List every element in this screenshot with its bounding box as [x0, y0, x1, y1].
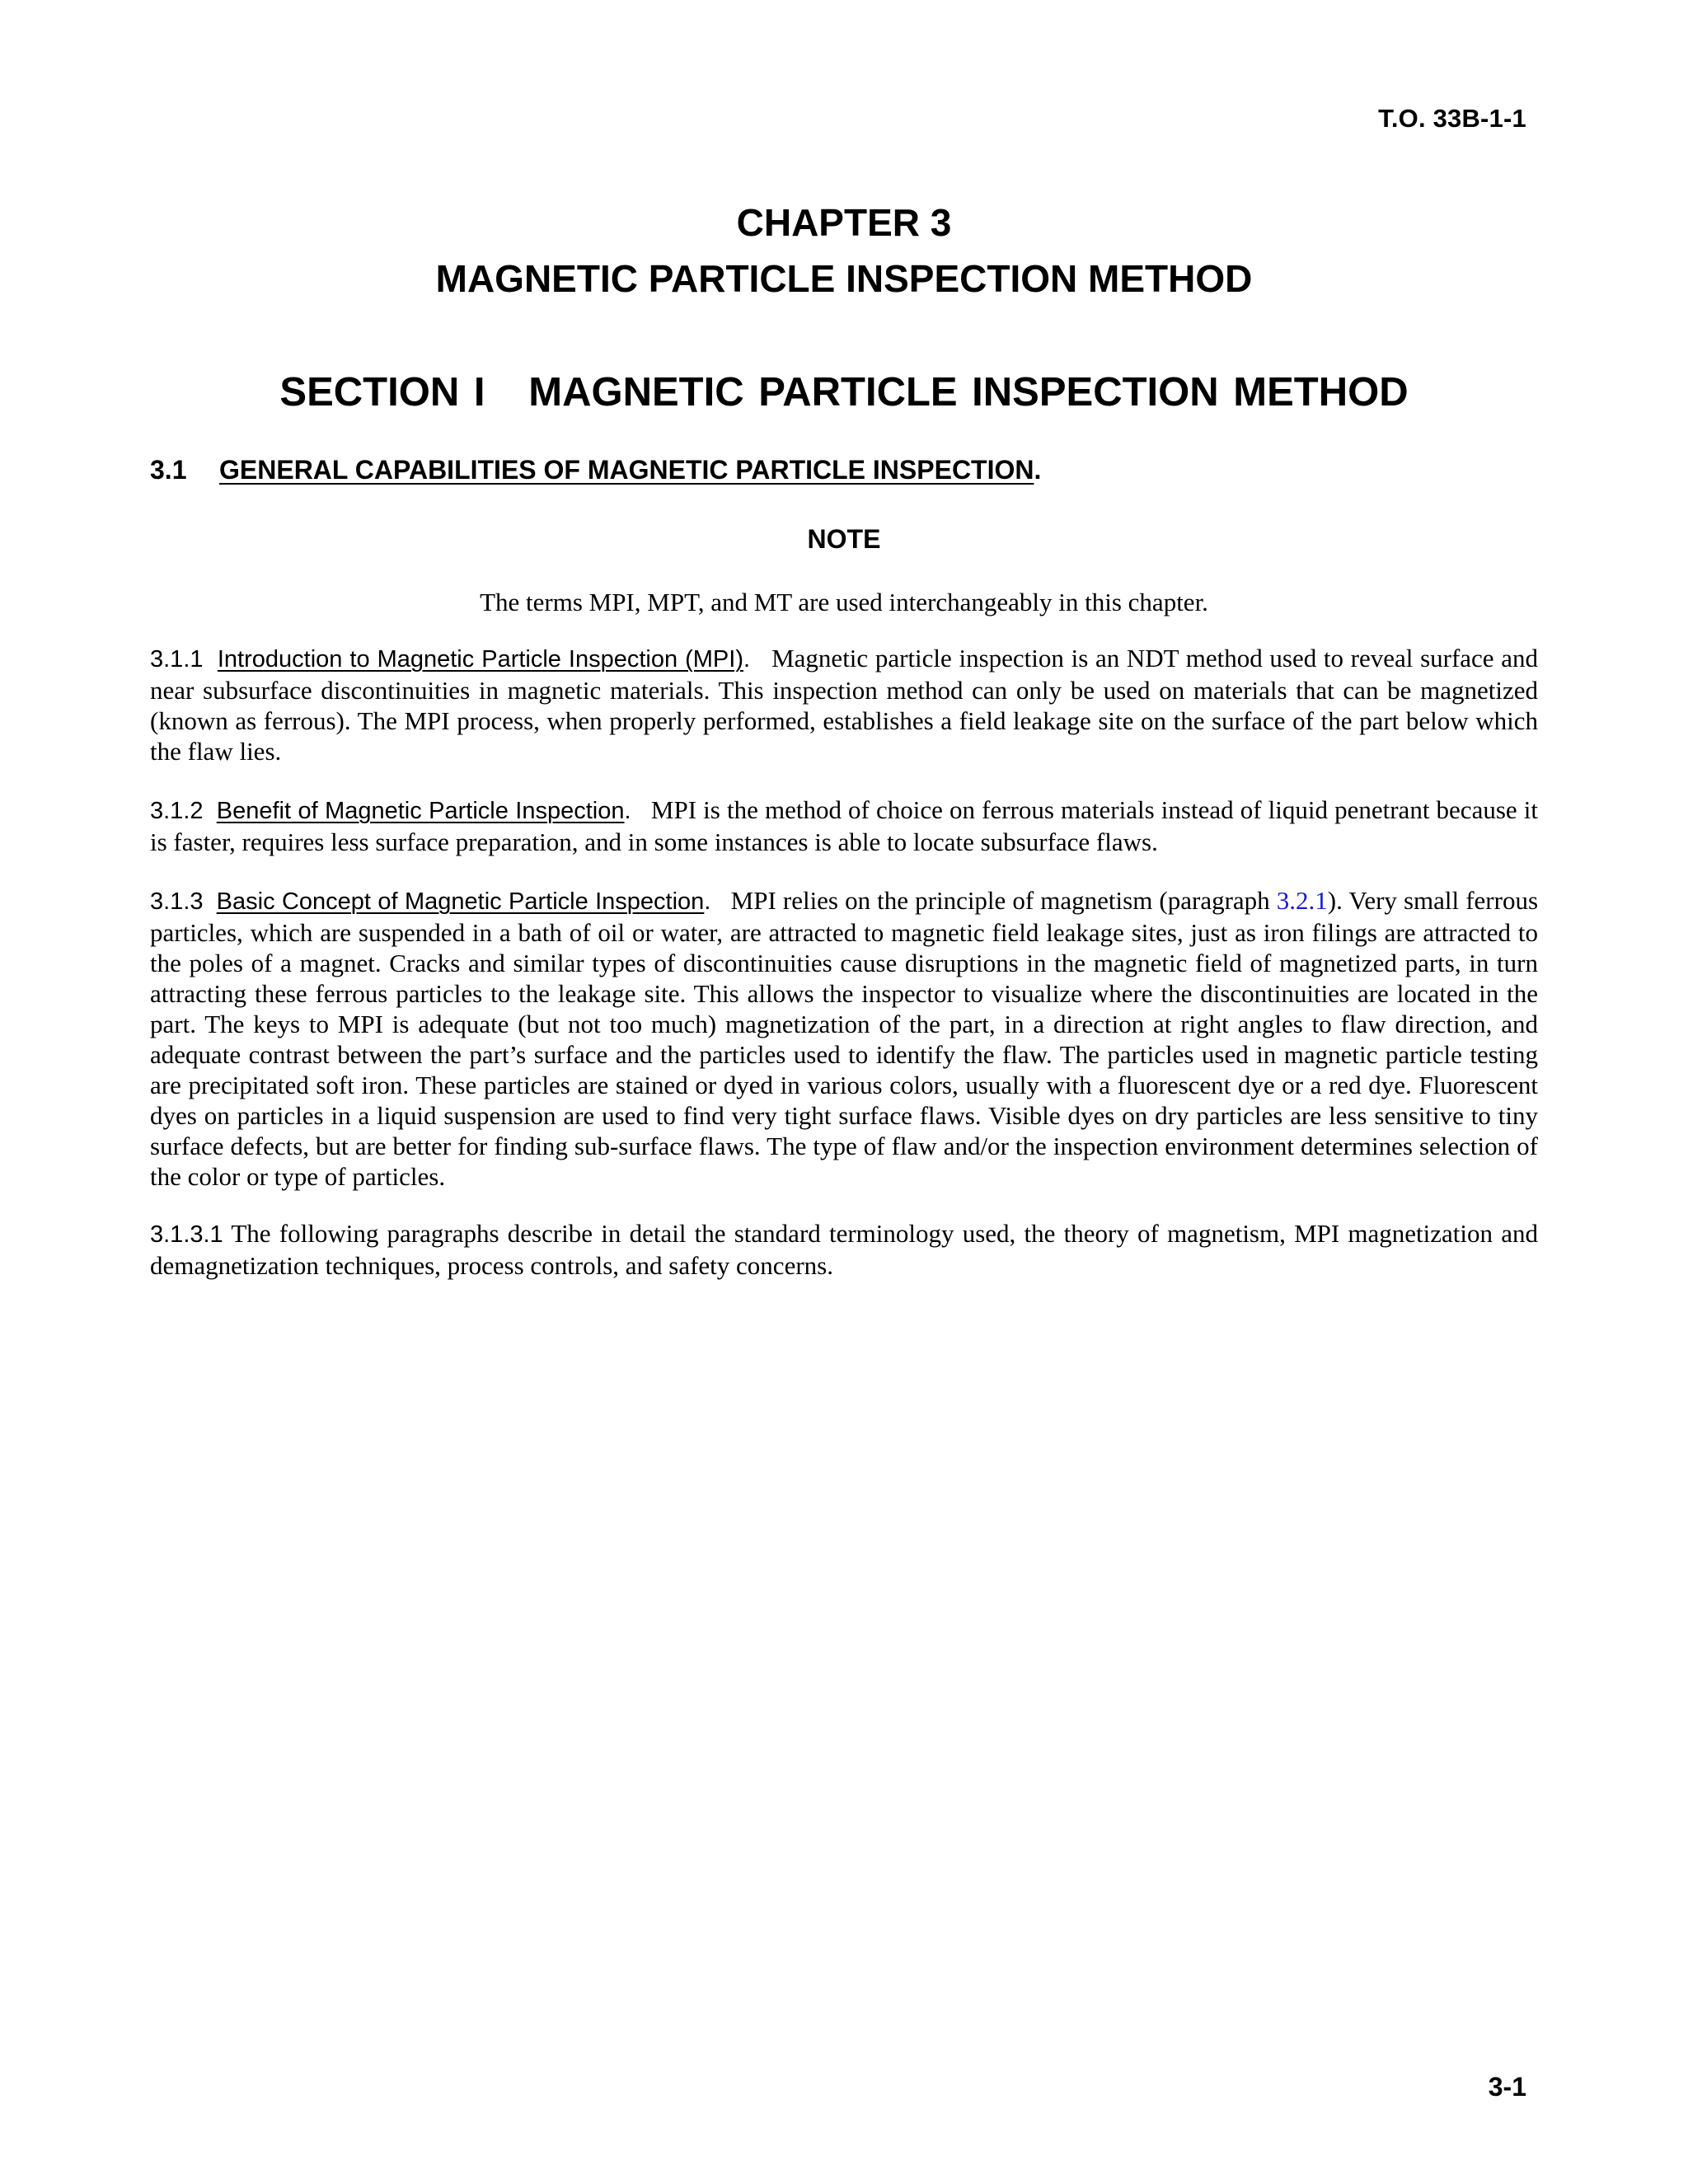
note-label: NOTE — [807, 524, 881, 554]
paragraph-number: 3.1.2 — [150, 798, 204, 824]
chapter-number: CHAPTER 3 — [736, 201, 952, 244]
paragraph-text: The following paragraphs describe in detail the standard terminology used, the theory of magnetism, MPI magnetization and demagnetization techniques, process controls, and safety concerns. — [150, 1219, 1538, 1280]
paragraph-number: 3.1.3.1 — [150, 1221, 223, 1248]
paragraph-title: Introduction to Magnetic Particle Inspection (MPI) — [217, 646, 743, 673]
note-text: The terms MPI, MPT, and MT are used interchangeably in this chapter. — [480, 588, 1208, 616]
paragraph-heading-title: GENERAL CAPABILITIES OF MAGNETIC PARTICLE INSPECTION — [219, 455, 1034, 485]
paragraph-3-1-1: 3.1.1 Introduction to Magnetic Particle Inspection (MPI). Magnetic particle inspection is an NDT method used to reveal surface and near subsurface discontinuities in magnetic materials. This inspection method can only be used on materials that can be magnetized (known as ferrous). The MPI process, when properly performed, establishes a field leakage site on the surface of the part below which the flaw lies. — [150, 644, 1539, 766]
paragraph-number: 3.1 — [150, 455, 187, 485]
chapter-title: MAGNETIC PARTICLE INSPECTION METHOD — [435, 257, 1253, 300]
paragraph-3-1-2: 3.1.2 Benefit of Magnetic Particle Inspection. MPI is the method of choice on ferrous materials instead of liquid penetrant because it is faster, requires less surface preparation, and in some instances is able to locate subsurface flaws. — [150, 795, 1538, 856]
paragraph-3-1-3-1 — [150, 1218, 1538, 1281]
section-title-text: SECTION I MAGNETIC PARTICLE INSPECTION METHOD — [279, 370, 1409, 415]
paragraph-heading-3-1 — [150, 455, 1041, 485]
page-number: 3-1 — [1488, 2072, 1526, 2102]
paragraph-text-rest: ). Very small ferrous particles, which are suspended in a bath of oil or water, are attracted to magnetic field leakage sites, just as iron filings are attracted to the poles of a magnet. Cracks and similar types of discontinuities cause disruptions in the magnetic field of magnetized parts, in turn attracting these ferrous particles to the leakage site. This allows the inspector to visualize where the discontinuities are located in the part. The keys to MPI is adequate (but not too much) magnetization of the part, in a direction at right angles to flaw direction, and adequate contrast between the part’s surface and the particles used to identify the flaw. The particles used in magnetic particle testing are precipitated soft iron. These particles are stained or dyed in various colors, usually with a fluorescent dye or a red dye. Fluorescent dyes on particles in a liquid suspension are used to find very tight surface flaws. Visible dyes on dry particles are less sensitive to tiny surface defects, but are better for finding sub-surface flaws. The type of flaw and/or the inspection environment determines selection of the color or type of particles. — [150, 886, 1539, 1191]
document-id: T.O. 33B-1-1 — [1378, 104, 1526, 133]
section-title — [0, 369, 1688, 415]
paragraph-3-1-3: 3.1.3 Basic Concept of Magnetic Particle Inspection. MPI relies on the principle of magnetism (paragraph 3.2.1). Very small ferrous particles, which are suspended in a bath of oil or water, are attracted to magnetic field leakage sites, just as iron filings are attracted to the poles of a magnet. Cracks and similar types of discontinuities cause disruptions in the magnetic field of magnetized parts, in turn attracting these ferrous particles to the leakage site. This allows the inspector to visualize where the discontinuities are located in the part. The keys to MPI is adequate (but not too much) magnetization of the part, in a direction at right angles to flaw direction, and adequate contrast between the part’s surface and the particles used to identify the flaw. The particles used in magnetic particle testing are precipitated soft iron. These particles are stained or dyed in various colors, usually with a fluorescent dye or a red dye. Fluorescent dyes on particles in a liquid suspension are used to find very tight surface flaws. Visible dyes on dry particles are less sensitive to tiny surface defects, but are better for finding sub-surface flaws. The type of flaw and/or the inspection environment determines selection of the color or type of particles. — [150, 886, 1539, 1191]
cross-reference-link[interactable]: 3.2.1 — [1276, 886, 1328, 915]
heading-period: . — [1034, 455, 1042, 485]
paragraph-text: Magnetic particle inspection is an NDT method used to reveal surface and near subsurface discontinuities in magnetic materials. This inspection method can only be used on materials that can be magnetized (known as ferrous). The MPI process, when properly performed, establishes a field leakage site on the surface of the part below which the flaw lies. — [150, 644, 1539, 766]
paragraph-text-start: MPI relies on the principle of magnetism (paragraph — [730, 886, 1277, 915]
paragraph-number: 3.1.3 — [150, 888, 204, 915]
chapter-heading — [0, 194, 1688, 307]
paragraph-title: Basic Concept of Magnetic Particle Inspection — [216, 888, 705, 915]
paragraph-text: MPI is the method of choice on ferrous materials instead of liquid penetrant because it is faster, requires less surface preparation, and in some instances is able to locate subsurface flaws. — [150, 795, 1538, 856]
paragraph-title: Benefit of Magnetic Particle Inspection — [216, 798, 625, 824]
paragraph-number: 3.1.1 — [150, 646, 204, 673]
